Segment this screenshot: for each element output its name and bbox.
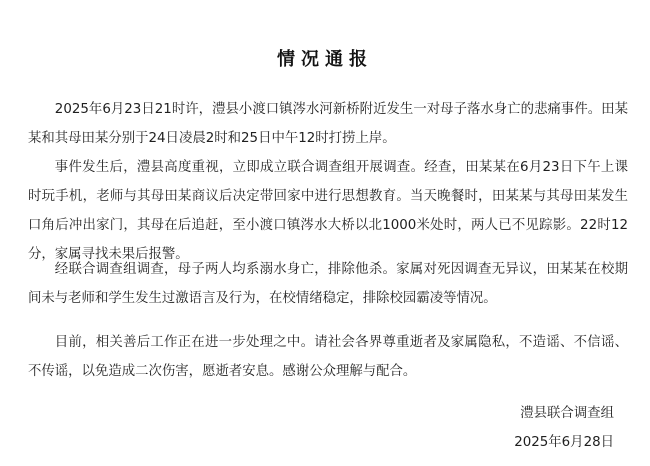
paragraph-incident: 2025年6月23日21时许，澧县小渡口镇涔水河新桥附近发生一对母子落水身亡的悲痛事件。田某某和其母田某分别于24日凌晨2时和25日中午12时打捞上岸。 bbox=[28, 102, 628, 146]
document-title: 情况通报 bbox=[277, 49, 373, 70]
signature-date: 2025年6月28日 bbox=[514, 435, 614, 450]
signature-organization: 澧县联合调查组 bbox=[520, 406, 614, 421]
paragraph-findings: 经联合调查组调查，母子两人均系溺水身亡，排除他杀。家属对死因调查无异议，田某某在校期间未与老师和学生发生过激语言及行为，在校情绪稳定，排除校园霸凌等情况。 bbox=[28, 262, 628, 306]
paragraph-investigation: 事件发生后，澧县高度重视，立即成立联合调查组开展调查。经查，田某某在6月23日下午上课时玩手机，老师与其母田某商议后决定带回家中进行思想教育。当天晚餐时，田某某与其母田某发生口角后冲出家门，其母在后追赶，至小渡口镇涔水大桥以北1000米处时，两人已不见踪影。22时12分，家属寻找未果后报警。 bbox=[28, 160, 628, 262]
paragraph-appeal: 目前，相关善后工作正在进一步处理之中。请社会各界尊重逝者及家属隐私，不造谣、不信谣、不传谣，以免造成二次伤害，愿逝者安息。感谢公众理解与配合。 bbox=[28, 335, 628, 379]
